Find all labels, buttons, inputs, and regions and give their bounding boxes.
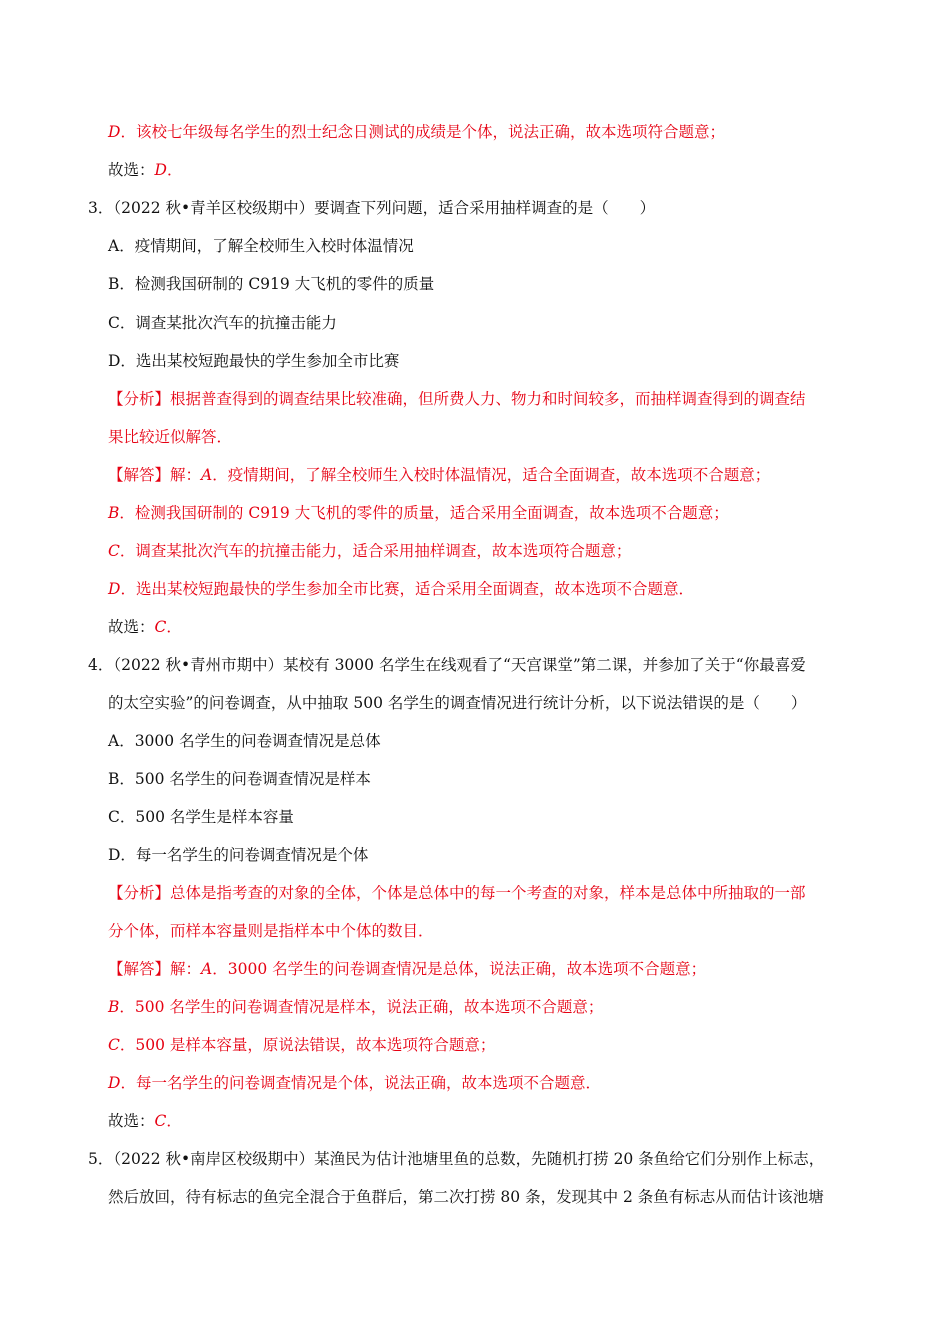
q3-answer-line-c: [108, 541, 631, 561]
q4-analysis-line-2: 分个体，而样本容量则是指样本中个体的数目．: [108, 922, 434, 940]
q3-option-b: B．检测我国研制的 C919 大飞机的零件的质量: [108, 275, 435, 293]
analysis-tag: 【分析】: [108, 884, 171, 902]
q4-conclusion: [108, 1111, 182, 1131]
answer-letter: B: [108, 998, 120, 1016]
answer-letter: B: [108, 504, 120, 522]
q3-stem: [88, 198, 655, 218]
q4-option-d: D．每一名学生的问卷调查情况是个体: [108, 846, 369, 864]
conclusion-answer: C: [154, 618, 167, 636]
answer-text: ．该校七年级每名学生的烈士纪念日测试的成绩是个体，说法正确，故本选项符合题意；: [120, 123, 725, 141]
q4-option-c: C．500 名学生是样本容量: [108, 808, 294, 826]
answer-intro: 解：: [170, 960, 202, 978]
answer-text: ．3000 名学生的问卷调查情况是总体，说法正确，故本选项不合题意；: [212, 960, 707, 978]
prev-conclusion: [108, 160, 182, 180]
conclusion-answer: D: [154, 161, 167, 179]
conclusion-suffix: ．: [166, 1112, 182, 1130]
analysis-tag: 【分析】: [108, 390, 171, 408]
q4-analysis-line-1: [108, 883, 806, 903]
answer-letter: C: [108, 1036, 120, 1054]
q5-stem-line-1: [88, 1149, 824, 1169]
q4-stem-line-2: 的太空实验”的问卷调查，从中抽取 500 名学生的调查情况进行统计分析，以下说法错误的是（ ）: [108, 694, 807, 712]
q4-option-b: B．500 名学生的问卷调查情况是样本: [108, 770, 371, 788]
answer-text: ．500 名学生的问卷调查情况是样本，说法正确，故本选项不合题意；: [119, 998, 604, 1016]
conclusion-suffix: ．: [166, 618, 182, 636]
answer-tag: 【解答】: [108, 960, 171, 978]
answer-intro: 解：: [170, 466, 202, 484]
answer-letter: A: [201, 960, 213, 978]
answer-letter: D: [108, 1074, 121, 1092]
q4-answer-line-c: [108, 1035, 495, 1055]
answer-text: ．每一名学生的问卷调查情况是个体，说法正确，故本选项不合题意．: [120, 1074, 601, 1092]
answer-text: ．选出某校短跑最快的学生参加全市比赛，适合采用全面调查，故本选项不合题意．: [120, 580, 694, 598]
q3-option-c: C．调查某批次汽车的抗撞击能力: [108, 314, 337, 332]
q3-conclusion: [108, 617, 182, 637]
q3-option-d: D．选出某校短跑最快的学生参加全市比赛: [108, 352, 400, 370]
conclusion-prefix: 故选：: [108, 618, 155, 636]
answer-tag: 【解答】: [108, 466, 171, 484]
q4-option-a: A．3000 名学生的问卷调查情况是总体: [108, 732, 381, 750]
analysis-text: 总体是指考查的对象的全体，个体是总体中的每一个考查的对象，样本是总体中所抽取的一部: [170, 884, 806, 902]
answer-text: ．疫情期间，了解全校师生入校时体温情况，适合全面调查，故本选项不合题意；: [212, 466, 771, 484]
conclusion-answer: C: [154, 1112, 167, 1130]
q4-stem-line-1: [88, 655, 806, 675]
conclusion-suffix: ．: [166, 161, 183, 179]
q3-answer-line-d: [108, 579, 694, 599]
question-stem-text: （2022 秋•青州市期中）某校有 3000 名学生在线观看了“天宫课堂”第二课，并参加了关于“你最喜爱: [113, 656, 806, 674]
answer-letter: C: [108, 542, 120, 560]
answer-text: ．调查某批次汽车的抗撞击能力，适合采用抽样调查，故本选项符合题意；: [119, 542, 632, 560]
answer-letter: D: [108, 580, 121, 598]
conclusion-prefix: 故选：: [108, 1112, 155, 1130]
conclusion-prefix: 故选：: [108, 161, 155, 179]
question-stem-text: （2022 秋•南岸区校级期中）某渔民为估计池塘里鱼的总数，先随机打捞 20 条鱼给它们分别作上标志，: [113, 1150, 825, 1168]
q3-answer-line-a: [108, 465, 770, 485]
answer-text: ．500 是样本容量，原说法错误，故本选项符合题意；: [119, 1036, 496, 1054]
q5-stem-line-2: 然后放回，待有标志的鱼完全混合于鱼群后，第二次打捞 80 条，发现其中 2 条鱼有标志从而估计该池塘: [108, 1188, 824, 1206]
analysis-text: 根据普查得到的调查结果比较准确，但所费人力、物力和时间较多，而抽样调查得到的调查结: [170, 390, 806, 408]
answer-letter: A: [201, 466, 213, 484]
q4-answer-line-d: [108, 1073, 601, 1093]
q4-answer-line-b: [108, 997, 603, 1017]
q4-answer-line-a: [108, 959, 706, 979]
question-stem-text: （2022 秋•青羊区校级期中）要调查下列问题，适合采用抽样调查的是（ ）: [113, 199, 656, 217]
question-number: 4．: [88, 656, 114, 674]
question-number: 5．: [88, 1150, 114, 1168]
question-number: 3．: [88, 199, 114, 217]
prev-answer-d-line: [108, 122, 725, 142]
q3-option-a: A．疫情期间，了解全校师生入校时体温情况: [108, 237, 414, 255]
q3-analysis-line-2: 果比较近似解答．: [108, 428, 233, 446]
answer-text: ．检测我国研制的 C919 大飞机的零件的质量，适合采用全面调查，故本选项不合题意；: [119, 504, 729, 522]
q3-analysis-line-1: [108, 389, 806, 409]
q3-answer-line-b: [108, 503, 729, 523]
answer-letter: D: [108, 123, 121, 141]
